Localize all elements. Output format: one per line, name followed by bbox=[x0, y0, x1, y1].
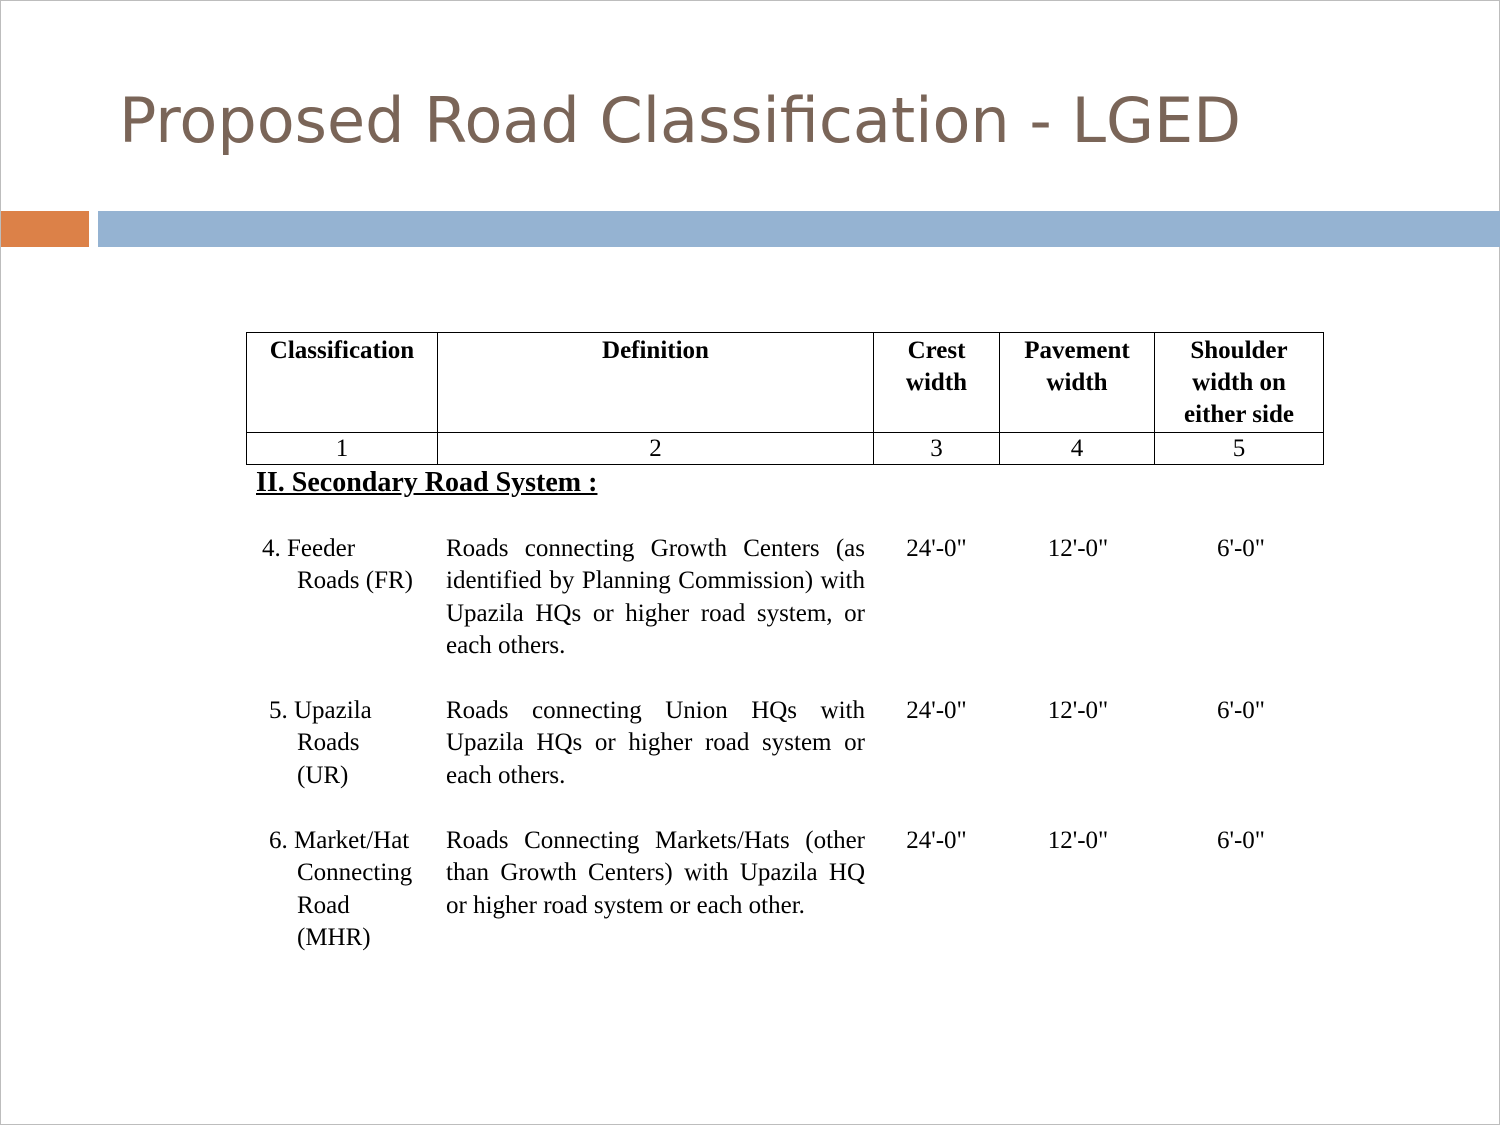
header-classification: Classification bbox=[247, 333, 438, 433]
row-definition: Roads connecting Union HQs with Upazila HQs or higher road system or each others. bbox=[446, 697, 865, 789]
column-number: 5 bbox=[1155, 433, 1324, 465]
row-classification: 4. Feeder Roads (FR) bbox=[262, 535, 413, 595]
row-pavement-width: 12'-0" bbox=[1047, 827, 1109, 854]
row-number: 5. bbox=[269, 697, 288, 724]
header-definition: Definition bbox=[438, 333, 874, 433]
row-crest-width: 24'-0" bbox=[906, 827, 967, 854]
row-pavement-width: 12'-0" bbox=[1047, 697, 1109, 724]
column-number: 4 bbox=[1000, 433, 1155, 465]
accent-bar-blue bbox=[98, 211, 1500, 247]
row-shoulder-width: 6'-0" bbox=[1216, 827, 1266, 854]
row-classification: 6. Market/Hat Connecting Road (MHR) bbox=[269, 827, 413, 952]
row-shoulder-width: 6'-0" bbox=[1216, 535, 1266, 562]
header-pavement-width: Pavement width bbox=[1000, 333, 1155, 433]
row-classification: 5. Upazila Roads (UR) bbox=[269, 697, 372, 789]
header-shoulder-width: Shoulder width on either side bbox=[1155, 333, 1324, 433]
column-number-row bbox=[247, 433, 1324, 465]
row-number: 6. bbox=[269, 827, 288, 854]
row-pavement-width: 12'-0" bbox=[1047, 535, 1109, 562]
header-row bbox=[247, 333, 1324, 433]
section-heading: II. Secondary Road System : bbox=[256, 467, 598, 498]
header-crest-width: Crest width bbox=[874, 333, 1000, 433]
column-number: 3 bbox=[874, 433, 1000, 465]
row-crest-width: 24'-0" bbox=[906, 535, 967, 562]
column-number: 2 bbox=[438, 433, 874, 465]
row-definition: Roads connecting Growth Centers (as identified by Planning Commission) with Upazila HQs or higher road system, or each others. bbox=[446, 535, 865, 660]
column-number: 1 bbox=[247, 433, 438, 465]
classification-header-table bbox=[246, 332, 1324, 465]
row-crest-width: 24'-0" bbox=[906, 697, 967, 724]
row-shoulder-width: 6'-0" bbox=[1216, 697, 1266, 724]
row-number: 4. bbox=[262, 535, 281, 562]
accent-bar-orange bbox=[1, 211, 89, 247]
row-definition: Roads Connecting Markets/Hats (other than Growth Centers) with Upazila HQ or higher road system or each other. bbox=[446, 827, 865, 919]
slide-title: Proposed Road Classification - LGED bbox=[119, 84, 1241, 157]
